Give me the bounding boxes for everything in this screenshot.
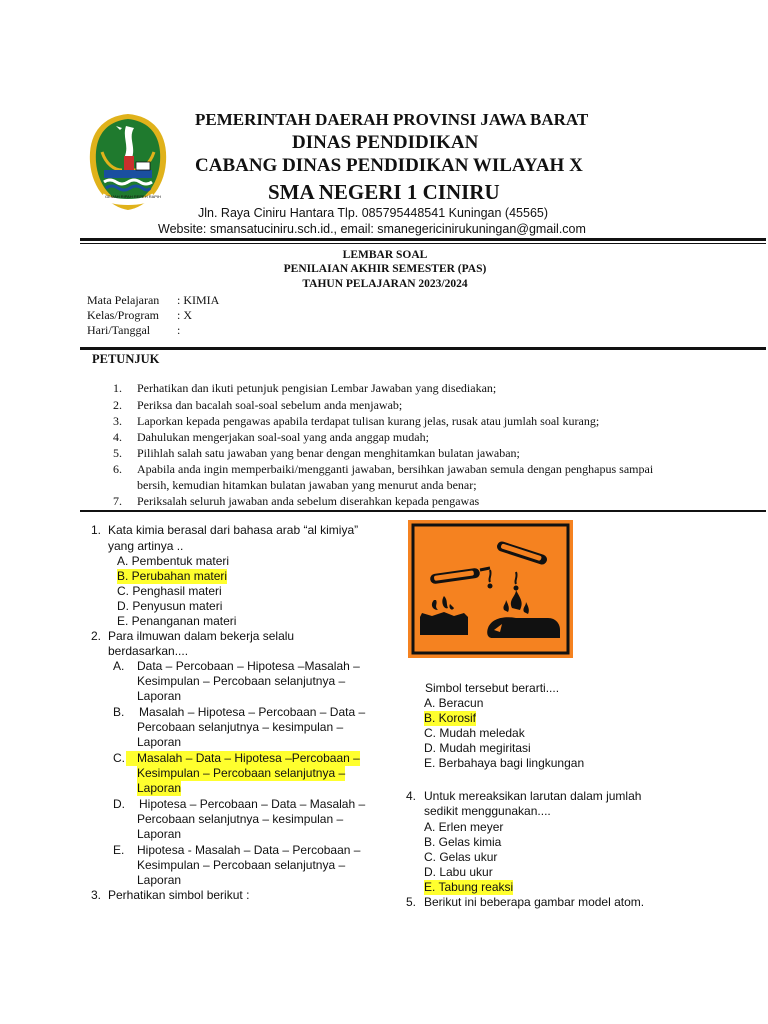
question-number: 3.: [91, 888, 102, 902]
option-2d-line: Laporan: [137, 827, 182, 841]
question-4-text: Untuk mereaksikan larutan dalam jumlah: [424, 789, 642, 803]
question-1-text: Kata kimia berasal dari bahasa arab “al kimiya”: [108, 523, 359, 537]
option-2b-line: Percobaan selanjutnya – kesimpulan –: [137, 720, 344, 734]
sheet-title: LEMBAR SOAL: [342, 249, 428, 261]
meta-label-date: Hari/Tanggal: [87, 323, 151, 337]
instruction-text: Laporkan kepada pengawas apabila terdapat tulisan kurang jelas, rusak atau jumlah soal kurang;: [137, 414, 600, 428]
letterhead-contact: Website: smansatuciniru.sch.id., email: smanegericinirukuningan@gmail.com: [158, 222, 586, 236]
instruction-num: 2.: [113, 398, 122, 412]
meta-label-class: Kelas/Program: [87, 308, 159, 322]
option-2a-line: Laporan: [137, 689, 182, 703]
instructions-top-border: [80, 347, 766, 350]
option-2e-line: Laporan: [137, 873, 182, 887]
instruction-text: Dahulukan mengerjakan soal-soal yang anda anggap mudah;: [137, 430, 429, 444]
question-number: 5.: [406, 895, 417, 909]
header-divider-thick: [80, 238, 766, 241]
instruction-text: Apabila anda ingin memperbaiki/mengganti jawaban, bersihkan jawaban semula dengan penghapus sampai: [137, 462, 654, 476]
option-2e-line: Hipotesa - Masalah – Data – Percobaan –: [137, 843, 361, 857]
instruction-text: bersih, kemudian hitamkan bulatan jawaban yang menurut anda benar;: [137, 478, 477, 492]
instructions-heading: PETUNJUK: [92, 352, 160, 366]
corrosive-hazard-icon: [408, 520, 573, 658]
instruction-num: 3.: [113, 414, 122, 428]
option-1c: C. Penghasil materi: [117, 584, 222, 598]
question-2-text: berdasarkan....: [108, 644, 189, 658]
option-1a: A. Pembentuk materi: [117, 554, 230, 568]
option-4d: D. Labu ukur: [424, 865, 493, 879]
instruction-text: Periksa dan bacalah soal-soal sebelum anda menjawab;: [137, 398, 403, 412]
option-2c-line-highlighted: Laporan: [137, 781, 182, 795]
instruction-text: Periksalah seluruh jawaban anda sebelum diserahkan kepada pengawas: [137, 494, 480, 508]
question-5-text: Berikut ini beberapa gambar model atom.: [424, 895, 645, 909]
option-3d: D. Mudah megiritasi: [424, 741, 531, 755]
option-2c-text: Masalah – Data – Hipotesa –Percobaan –: [137, 751, 360, 765]
instruction-text: Pilihlah salah satu jawaban yang benar dengan menghitamkan bulatan jawaban;: [137, 446, 520, 460]
instruction-num: 6.: [113, 462, 122, 476]
letterhead-line-2: DINAS PENDIDIKAN: [292, 132, 479, 153]
option-1b-highlighted: B. Perubahan materi: [117, 569, 228, 583]
option-2b-line: Masalah – Hipotesa – Percobaan – Data –: [139, 705, 366, 719]
sheet-subtitle: PENILAIAN AKHIR SEMESTER (PAS): [283, 263, 487, 275]
option-2d-line: Hipotesa – Percobaan – Data – Masalah –: [139, 797, 366, 811]
option-2e-line: Kesimpulan – Percobaan selanjutnya –: [137, 858, 346, 872]
meta-value-class: : X: [177, 308, 192, 322]
option-2c-line-highlighted: Kesimpulan – Percobaan selanjutnya –: [137, 766, 346, 780]
option-letter: A.: [113, 659, 125, 673]
logo-motto: GEMAH RIPAH REPEH RAPIH: [105, 194, 161, 199]
question-2-text: Para ilmuwan dalam bekerja selalu: [108, 629, 295, 643]
option-2d-line: Percobaan selanjutnya – kesimpulan –: [137, 812, 344, 826]
question-number: 4.: [406, 789, 417, 803]
letterhead-line-3: CABANG DINAS PENDIDIKAN WILAYAH X: [195, 155, 583, 176]
question-number: 1.: [91, 523, 102, 537]
option-3c: C. Mudah meledak: [424, 726, 525, 740]
option-3e: E. Berbahaya bagi lingkungan: [424, 756, 585, 770]
option-2a-line: Data – Percobaan – Hipotesa –Masalah –: [137, 659, 360, 673]
question-4-text: sedikit menggunakan....: [424, 804, 551, 818]
instruction-num: 1.: [113, 381, 122, 395]
meta-value-subject: : KIMIA: [177, 293, 220, 307]
option-letter: D.: [113, 797, 125, 811]
option-4a: A. Erlen meyer: [424, 820, 504, 834]
option-letter: B.: [113, 705, 125, 719]
option-2a-line: Kesimpulan – Percobaan selanjutnya –: [137, 674, 346, 688]
option-2c-line-highlighted: [126, 751, 360, 766]
option-3b-highlighted: B. Korosif: [424, 711, 477, 725]
meta-label-subject: Mata Pelajaran: [87, 293, 160, 307]
question-3-followup: Simbol tersebut berarti....: [425, 681, 560, 695]
option-4e-highlighted: E. Tabung reaksi: [424, 880, 514, 894]
instruction-num: 4.: [113, 430, 122, 444]
sheet-year: TAHUN PELAJARAN 2023/2024: [302, 278, 468, 290]
letterhead-line-1: PEMERINTAH DAERAH PROVINSI JAWA BARAT: [195, 110, 589, 129]
instructions-bottom-border: [80, 510, 766, 512]
instruction-text: Perhatikan dan ikuti petunjuk pengisian Lembar Jawaban yang disediakan;: [137, 381, 497, 395]
option-2b-line: Laporan: [137, 735, 182, 749]
option-letter: E.: [113, 843, 125, 857]
letterhead-address: Jln. Raya Ciniru Hantara Tlp. 085795448541 Kuningan (45565): [198, 206, 549, 220]
letterhead-school-name: SMA NEGERI 1 CINIRU: [268, 180, 500, 204]
option-1d: D. Penyusun materi: [117, 599, 223, 613]
option-1e: E. Penanganan materi: [117, 614, 237, 628]
question-3-text: Perhatikan simbol berikut :: [108, 888, 250, 902]
meta-value-date: :: [177, 323, 181, 337]
option-4c: C. Gelas ukur: [424, 850, 498, 864]
instruction-num: 7.: [113, 494, 122, 508]
question-1-text: yang artinya ..: [108, 539, 184, 553]
question-number: 2.: [91, 629, 102, 643]
option-4b: B. Gelas kimia: [424, 835, 502, 849]
instruction-num: 5.: [113, 446, 122, 460]
option-3a: A. Beracun: [424, 696, 484, 710]
option-letter: C.: [113, 751, 125, 765]
header-divider-thin: [80, 243, 766, 244]
